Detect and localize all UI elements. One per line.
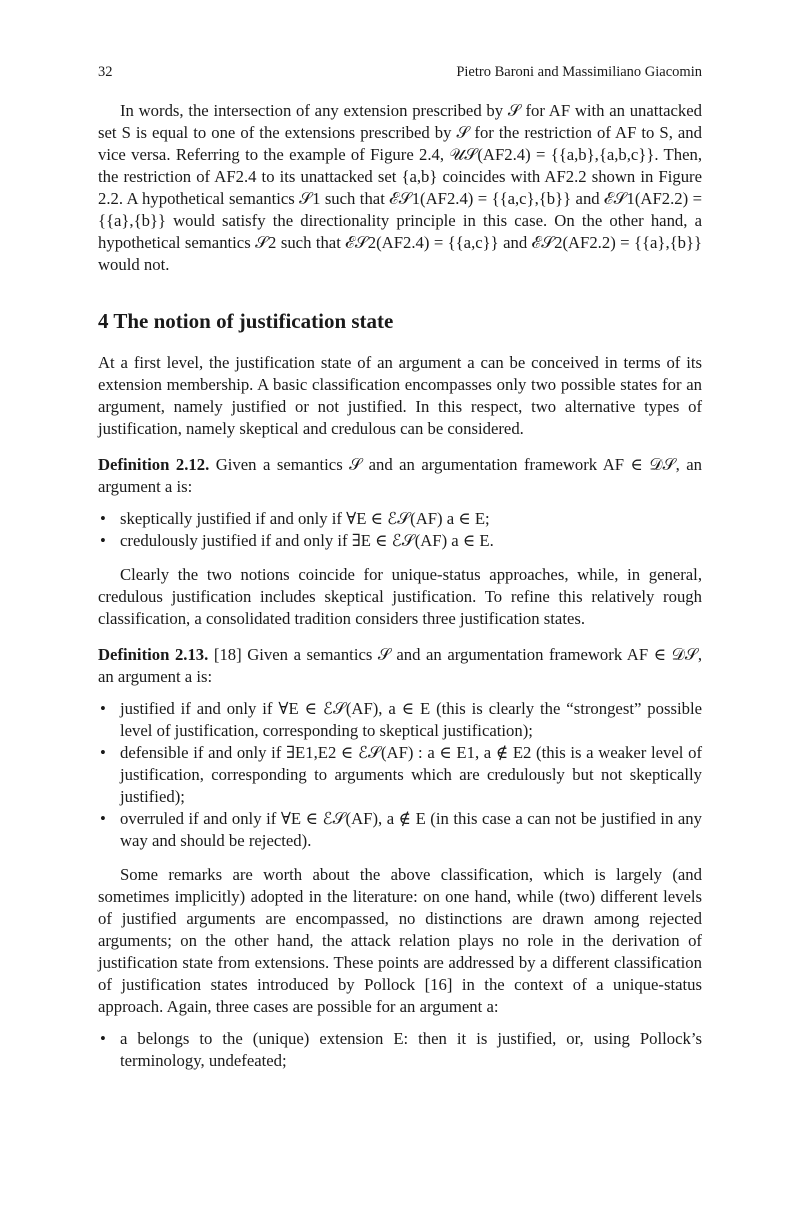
- definition-2-13: [98, 644, 702, 688]
- definition-text: [18] Given a semantics 𝒮 and an argumentation framework AF ∈ 𝒟𝒮, an argument a is:: [98, 645, 703, 686]
- list-item: • justified if and only if ∀E ∈ ℰ𝒮(AF), a ∈ E (this is clearly the “strongest” possible level of justification, corresponding to skeptical justification);: [100, 699, 702, 740]
- bullet-icon: •: [100, 699, 106, 718]
- definition-2-12: [98, 454, 702, 498]
- running-authors: Pietro Baroni and Massimiliano Giacomin: [456, 64, 702, 80]
- page: [98, 62, 702, 1072]
- definition-2-12-list: [98, 508, 702, 552]
- list-item: • overruled if and only if ∀E ∈ ℰ𝒮(AF), a ∉ E (in this case a can not be justified in any way and should be rejected).: [100, 809, 702, 850]
- list-item: • defensible if and only if ∃E1,E2 ∈ ℰ𝒮(AF) : a ∈ E1, a ∉ E2 (this is a weaker level of justification, corresponding to arguments which are credulously but not skeptically justified);: [100, 743, 702, 806]
- paragraph-directionality: In words, the intersection of any extension prescribed by 𝒮 for AF with an unattacked set S is equal to one of the extensions prescribed by 𝒮 for the restriction of AF to S, and vice versa. Referring to the example of Figure 2.4, 𝒰𝒮(AF2.4) = {{a,b},{a,b,c}}. Then, the restriction of AF2.4 to its unattacked set {a,b} coincides with AF2.2 shown in Figure 2.2. A hypothetical semantics 𝒮1 such that ℰ𝒮1(AF2.4) = {{a,c},{b}} and ℰ𝒮1(AF2.2) = {{a},{b}} would satisfy the directionality principle in this case. On the other hand, a hypothetical semantics 𝒮2 such that ℰ𝒮2(AF2.4) = {{a,c}} and ℰ𝒮2(AF2.2) = {{a},{b}} would not.: [98, 101, 702, 274]
- list-item: • skeptically justified if and only if ∀E ∈ ℰ𝒮(AF) a ∈ E;: [100, 509, 490, 528]
- definition-label: Definition 2.13.: [98, 645, 209, 664]
- page-number: 32: [98, 64, 113, 80]
- running-head: [98, 62, 702, 82]
- pollock-cases-list: [98, 1028, 702, 1072]
- list-item: • credulously justified if and only if ∃E ∈ ℰ𝒮(AF) a ∈ E.: [100, 531, 494, 550]
- bullet-icon: •: [100, 809, 106, 828]
- list-item: • a belongs to the (unique) extension E: then it is justified, or, using Pollock’s terminology, undefeated;: [100, 1029, 702, 1070]
- definition-text: Given a semantics 𝒮 and an argumentation framework AF ∈ 𝒟𝒮, an argument a is:: [98, 455, 702, 496]
- bullet-icon: •: [100, 509, 106, 528]
- paragraph-justification-intro: At a first level, the justification state of an argument a can be conceived in terms of its extension membership. A basic classification encompasses only two possible states for an argument, namely justified or not justified. In this respect, two alternative types of justification, namely skeptical and credulous can be considered.: [98, 353, 702, 438]
- bullet-icon: •: [100, 743, 106, 762]
- bullet-icon: •: [100, 531, 106, 550]
- paragraph-pollock: Some remarks are worth about the above classification, which is largely (and sometimes implicitly) adopted in the literature: on one hand, while (two) different levels of justified arguments are encompassed, no distinctions are drawn among rejected arguments; on the other hand, the attack relation plays no role in the derivation of justification state from extensions. These points are addressed by a different classification of justification states introduced by Pollock [16] in the context of a unique-status approach. Again, three cases are possible for an argument a:: [98, 865, 702, 1016]
- definition-2-13-list: [98, 698, 702, 852]
- paragraph-three-states: Clearly the two notions coincide for unique-status approaches, while, in general, credulous justification includes skeptical justification. To refine this relatively rough classification, a consolidated tradition considers three justification states.: [98, 565, 702, 628]
- bullet-icon: •: [100, 1029, 106, 1048]
- definition-label: Definition 2.12.: [98, 455, 210, 474]
- section-title: 4 The notion of justification state: [98, 309, 394, 333]
